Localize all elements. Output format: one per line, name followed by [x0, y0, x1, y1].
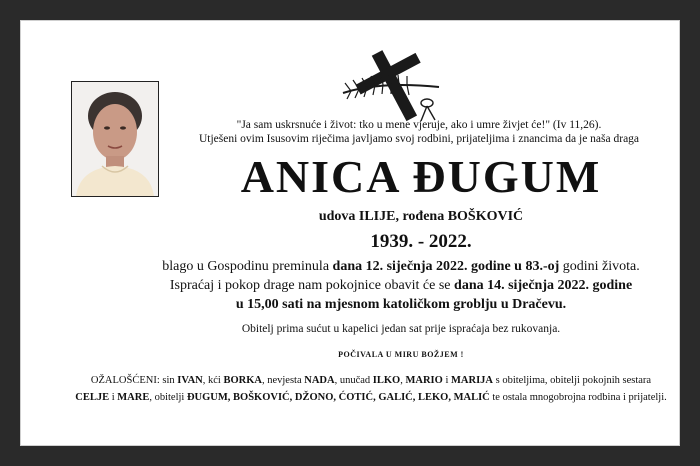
condolence-note: Obitelj prima sućut u kapelici jedan sat prije ispraćaja bez rukovanja.	[241, 323, 561, 335]
cross-with-palm-branch-icon	[339, 47, 449, 125]
mourners-list: OŽALOŠĆENI: sin IVAN, kći BORKA, nevjesta NADA, unučad ILKO, MARIO i MARIJA s obiteljima, obitelji pokojnih sestara	[90, 375, 652, 386]
widow-line: udova ILIJE, rođena BOŠKOVIĆ	[318, 209, 524, 224]
life-years: 1939. - 2022.	[370, 231, 472, 252]
funeral-statement: Ispraćaj i pokop drage nam pokojnice obavit će se dana 14. siječnja 2022. godine	[169, 278, 633, 293]
death-statement: blago u Gospodinu preminula dana 12. siječnja 2022. godine u 83.-oj godini života.	[162, 259, 640, 274]
rest-in-peace: POČIVALA U MIRU BOŽJEM !	[338, 350, 464, 359]
portrait-photo	[71, 81, 159, 197]
bible-quote: "Ja sam uskrsnuće i život: tko u mene vjeruje, ako i umre živjet će!" (Iv 11,26).	[236, 119, 602, 131]
funeral-location: u 15,00 sati na mjesnom katoličkom groblju u Dračevu.	[235, 297, 567, 312]
obituary-notice	[20, 20, 680, 446]
deceased-name: ANICA ĐUGUM	[240, 151, 602, 202]
announcement-intro: Utješeni ovim Isusovim riječima javljamo svoj rodbini, prijateljima i znancima da je naša draga	[198, 133, 640, 145]
mourners-families: CELJE i MARE, obitelji ĐUGUM, BOŠKOVIĆ, DŽONO, ĆOTIĆ, GALIĆ, LEKO, MALIĆ te ostala mnogobrojna rodbina i prijatelji.	[75, 392, 667, 403]
